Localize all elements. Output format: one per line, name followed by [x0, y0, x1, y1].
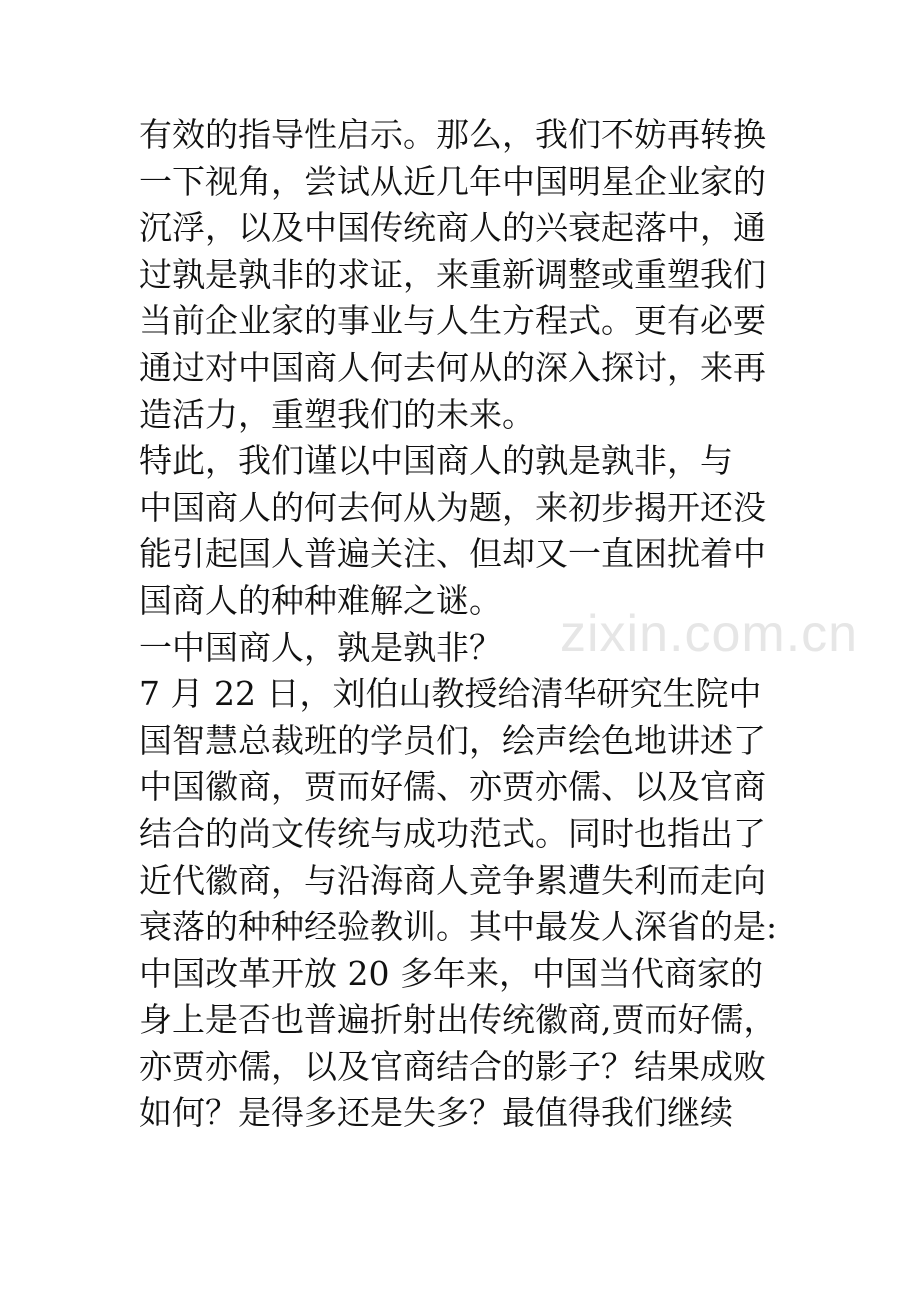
body-text	[139, 112, 789, 1137]
text-line: 衰落的种种经验教训。其中最发人深省的是:	[139, 907, 778, 947]
text-line: 身上是否也普遍折射出传统徽商,贾而好儒，	[139, 1000, 777, 1040]
text-line: 7 月 22 日，刘伯山教授给清华研究生院中	[139, 674, 762, 714]
text-line: 中国徽商，贾而好儒、亦贾亦儒、以及官商	[139, 767, 766, 807]
text-line: 有效的指导性启示。那么，我们不妨再转换	[139, 115, 766, 154]
text-line: 过孰是孰非的求证，来重新调整或重塑我们	[139, 254, 766, 294]
text-line: 能引起国人普遍关注、但却又一直困扰着中	[139, 534, 766, 574]
text-line: 近代徽商，与沿海商人竞争累遭失利而走向	[139, 860, 766, 900]
text-line: 国商人的种种难解之谜。	[139, 580, 502, 620]
text-line: 特此，我们谨以中国商人的孰是孰非，与	[139, 441, 733, 481]
text-line: 中国商人的何去何从为题，来初步揭开还没	[139, 487, 766, 527]
text-line: 国智慧总裁班的学员们，绘声绘色地讲述了	[139, 720, 766, 760]
watermark: zixin.com.cn	[560, 605, 859, 663]
text-line: 结合的尚文传统与成功范式。同时也指出了	[139, 813, 766, 853]
section-heading: 一中国商人，孰是孰非？	[139, 627, 502, 667]
text-line: 中国改革开放 20 多年来，中国当代商家的	[139, 953, 763, 993]
text-line: 一下视角，尝试从近几年中国明星企业家的	[139, 161, 766, 201]
text-line: 亦贾亦儒，以及官商结合的影子？结果成败	[139, 1046, 766, 1086]
text-line: 造活力，重塑我们的未来。	[139, 394, 535, 434]
text-line: 沉浮，以及中国传统商人的兴衰起落中，通	[139, 208, 766, 248]
text-line: 通过对中国商人何去何从的深入探讨，来再	[139, 347, 766, 387]
text-line: 如何？是得多还是失多？最值得我们继续	[139, 1093, 733, 1133]
text-line: 当前企业家的事业与人生方程式。更有必要	[139, 301, 766, 341]
